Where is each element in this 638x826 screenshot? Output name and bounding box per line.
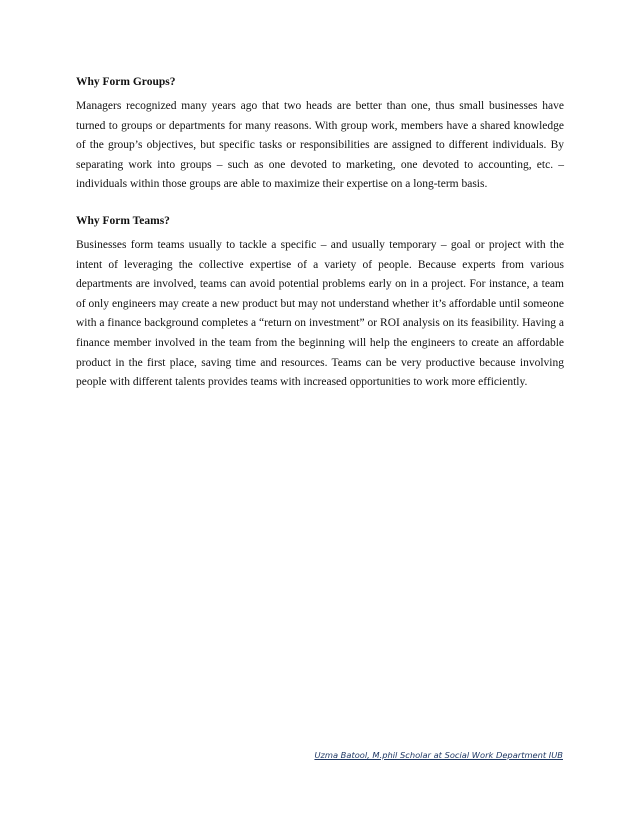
section-why-form-teams (76, 214, 564, 393)
section-paragraph: Businesses form teams usually to tackle a specific – and usually temporary – goal or project with the intent of leveraging the collective expertise of a variety of people. Because experts from various departments are involved, teams can avoid potential problems early on in a project. For instance, a team of only engineers may create a new product but may not understand whether it’s affordable until someone with a finance background completes a “return on investment” or ROI analysis on its feasibility. Having a finance member involved in the team from the beginning will help the engineers to create an affordable product in the first place, saving time and resources. Teams can be very productive because involving people with different talents provides teams with increased opportunities to work more efficiently. (76, 239, 564, 389)
section-why-form-groups (76, 75, 564, 195)
section-heading: Why Form Groups? (76, 76, 176, 88)
section-paragraph: Managers recognized many years ago that two heads are better than one, thus small businesses have turned to groups or departments for many reasons. With group work, members have a shared knowledge of the group’s objectives, but specific tasks or responsibilities are assigned to different individuals. By separating work into groups – such as one devoted to marketing, one devoted to accounting, etc. – individuals within those groups are able to maximize their expertise on a long-term basis. (76, 100, 564, 191)
section-heading: Why Form Teams? (76, 215, 170, 227)
page-footer: Uzma Batool, M.phil Scholar at Social Work Department IUB (314, 750, 563, 760)
